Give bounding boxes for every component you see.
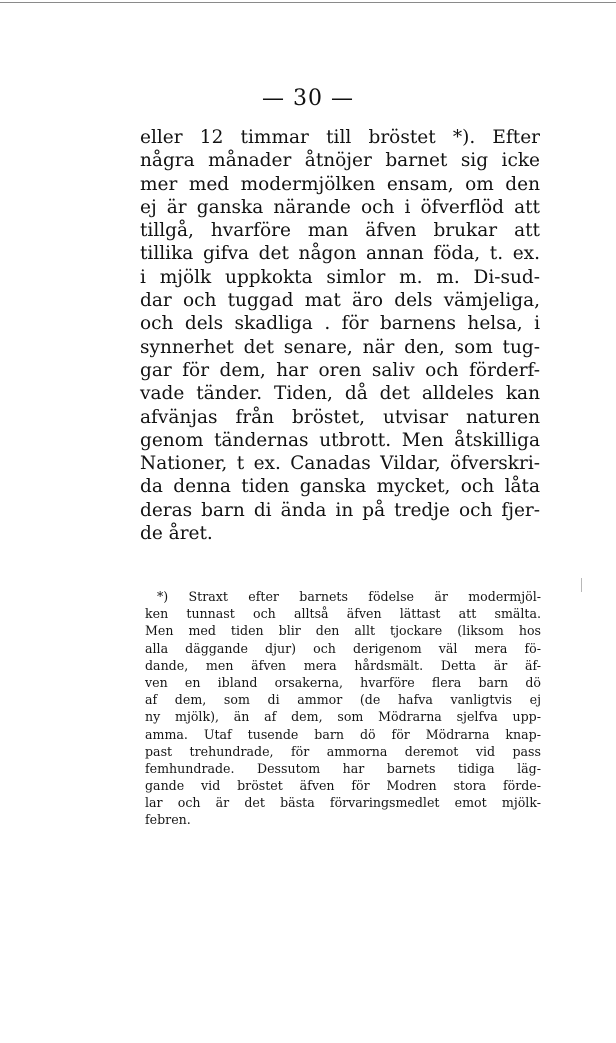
footnote-line: ny mjölk), än af dem, som Mödrarna sjelfva upp- (145, 709, 541, 725)
main-text-line: och dels skadliga . för barnens helsa, i (140, 313, 540, 335)
main-text-line: vade tänder. Tiden, då det alldeles kan (140, 383, 540, 405)
margin-mark (581, 578, 582, 592)
top-edge-line (0, 2, 616, 3)
main-text-line: tillgå, hvarföre man äfven brukar att (140, 220, 540, 242)
footnote-line: gande vid bröstet äfven för Modren stora förde- (145, 778, 541, 794)
footnote-block (145, 588, 541, 829)
page-number: — 30 — (262, 86, 354, 111)
footnote-line: past trehundrade, för ammorna deremot vid pass (145, 743, 541, 759)
main-text-line: gar för dem, har oren saliv och förderf- (140, 359, 540, 381)
main-text-line: da denna tiden ganska mycket, och låta (140, 476, 540, 498)
main-text-line: afvänjas från bröstet, utvisar naturen (140, 406, 540, 428)
footnote-line: febren. (145, 812, 191, 828)
footnote-line: femhundrade. Dessutom har barnets tidiga läg- (145, 760, 541, 776)
main-text-line: mer med modermjölken ensam, om den (140, 173, 540, 195)
footnote-line: *) Straxt efter barnets födelse är modermjöl- (157, 589, 541, 604)
footnote-line: ven en ibland orsakerna, hvarföre flera barn dö (145, 674, 541, 690)
footnote-line: Men med tiden blir den allt tjockare (liksom hos (145, 623, 541, 639)
main-text-line: Nationer, t ex. Canadas Vildar, öfverskri- (140, 453, 540, 475)
footnote-line: dande, men äfven mera hårdsmält. Detta är äf- (145, 657, 541, 673)
main-text-block (140, 126, 540, 545)
footnote-line: lar och är det bästa förvaringsmedlet emot mjölk- (145, 795, 541, 811)
main-text-line: synnerhet det senare, när den, som tug- (140, 336, 540, 358)
main-text-line: ej är ganska närande och i öfverflöd att (140, 196, 540, 218)
main-text-line: tillika gifva det någon annan föda, t. ex. (140, 243, 540, 265)
footnote-line: af dem, som di ammor (de hafva vanligtvis ej (145, 692, 541, 708)
main-text-line: några månader åtnöjer barnet sig icke (140, 150, 540, 172)
main-text-line: deras barn di ända in på tredje och fjer- (140, 499, 540, 521)
main-text-line: de året. (140, 523, 213, 545)
main-text-line: i mjölk uppkokta simlor m. m. Di-sud- (140, 266, 540, 288)
main-text-line: genom tändernas utbrott. Men åtskilliga (140, 429, 540, 451)
main-text-line: dar och tuggad mat äro dels vämjeliga, (140, 290, 540, 312)
footnote-line: amma. Utaf tusende barn dö för Mödrarna knap- (145, 726, 541, 742)
footnote-line: ken tunnast och alltså äfven lättast att smälta. (145, 606, 541, 622)
main-text-line: eller 12 timmar till bröstet *). Efter (140, 127, 540, 148)
footnote-line: alla däggande djur) och derigenom väl mera fö- (145, 640, 541, 656)
